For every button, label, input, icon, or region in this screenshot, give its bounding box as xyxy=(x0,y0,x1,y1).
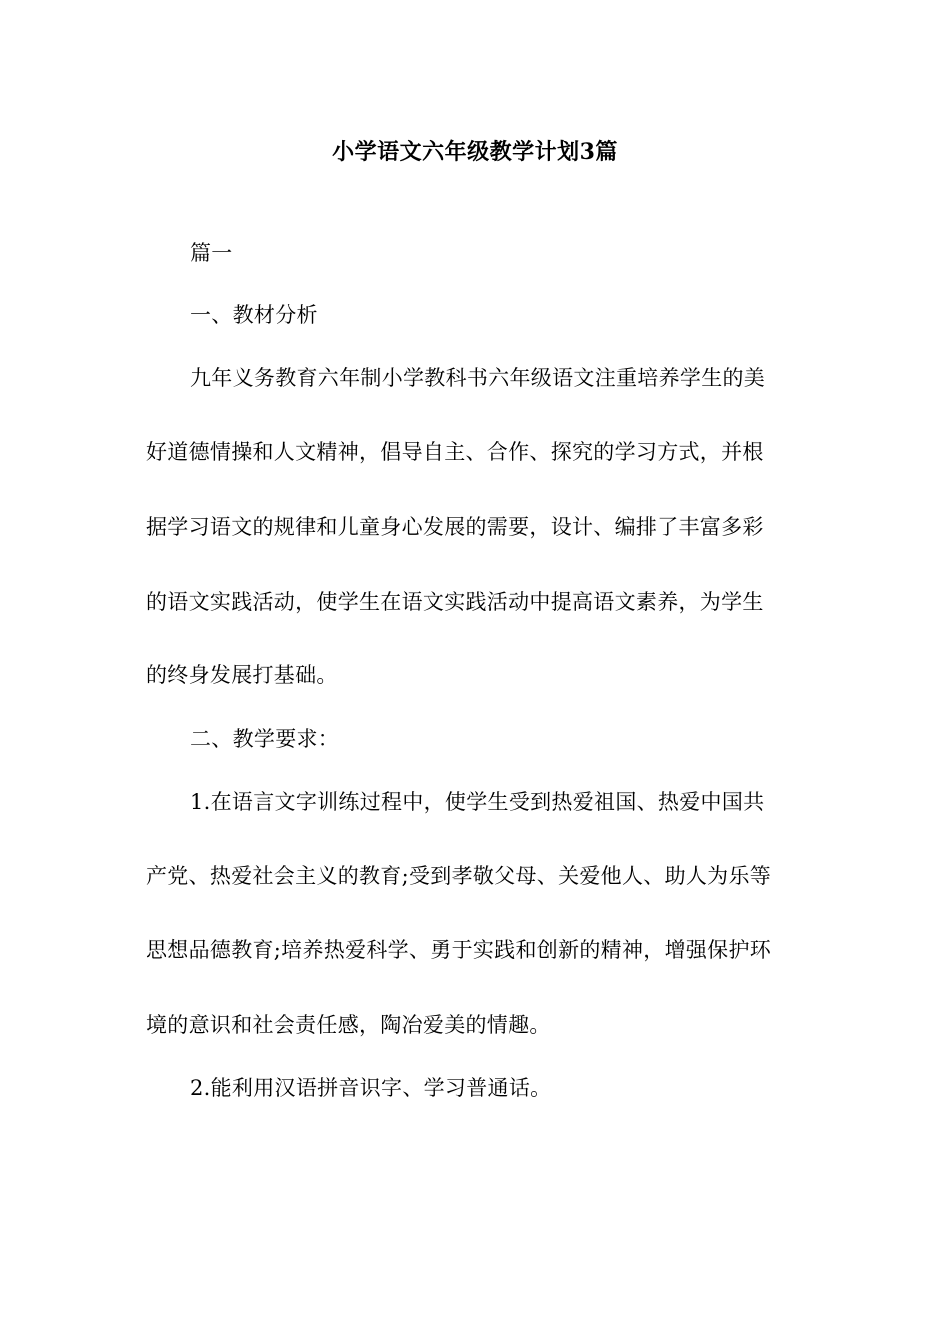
paragraph-line: 的终身发展打基础。 xyxy=(146,663,338,687)
paragraph-line: 的语文实践活动，使学生在语文实践活动中提高语文素养，为学生 xyxy=(146,590,764,614)
paragraph-line: 九年义务教育六年制小学教科书六年级语文注重培养学生的美 xyxy=(190,366,766,390)
paragraph-line: 思想品德教育;培养热爱科学、勇于实践和创新的精神，增强保护环 xyxy=(146,938,772,962)
paragraph-line: 据学习语文的规律和儿童身心发展的需要，设计、编排了丰富多彩 xyxy=(146,515,764,539)
heading-teaching-requirements: 二、教学要求： xyxy=(190,727,340,751)
paragraph-line: 2.能利用汉语拼音识字、学习普通话。 xyxy=(190,1076,552,1100)
paragraph-line: 好道德情操和人文精神，倡导自主、合作、探究的学习方式，并根 xyxy=(146,440,764,464)
section-label: 篇一 xyxy=(190,241,233,265)
paragraph-line: 产党、热爱社会主义的教育;受到孝敬父母、关爱他人、助人为乐等 xyxy=(146,864,772,888)
paragraph-line: 境的意识和社会责任感，陶冶爱美的情趣。 xyxy=(146,1013,551,1037)
paragraph-line: 1.在语言文字训练过程中，使学生受到热爱祖国、热爱中国共 xyxy=(190,790,765,814)
document-title: 小学语文六年级教学计划3篇 xyxy=(332,139,618,165)
heading-textbook-analysis: 一、教材分析 xyxy=(190,303,318,327)
